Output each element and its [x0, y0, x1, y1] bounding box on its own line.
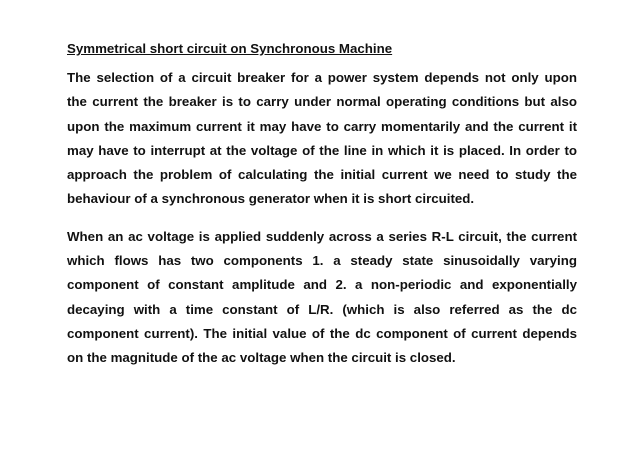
paragraph-line: approach the problem of calculating the initial current we need to study the	[67, 167, 577, 183]
paragraph-line: component current). The initial value of the dc component of current depends	[67, 325, 577, 341]
paragraph-line: decaying with a time constant of L/R. (which is also referred as the dc	[67, 301, 577, 317]
paragraph-line: The selection of a circuit breaker for a power system depends not only upon	[67, 70, 577, 85]
paragraph-circuit-breaker-selection	[67, 66, 577, 212]
paragraph-line: which flows has two components 1. a steady state sinusoidally varying	[67, 253, 577, 269]
paragraph-line: When an ac voltage is applied suddenly across a series R-L circuit, the current	[67, 228, 577, 244]
paragraph-line: component of constant amplitude and 2. a non-periodic and exponentially	[67, 277, 577, 293]
paragraph-line: may have to interrupt at the voltage of the line in which it is placed. In order to	[67, 142, 577, 158]
paragraph-line: the current the breaker is to carry under normal operating conditions but also	[67, 94, 577, 110]
paragraph-line: upon the maximum current it may have to carry momentarily and the current it	[67, 118, 577, 134]
paragraph-spacer	[67, 212, 577, 225]
document-title: Symmetrical short circuit on Synchronous Machine	[67, 41, 393, 56]
paragraph-rl-circuit	[67, 225, 577, 371]
paragraph-line: on the magnitude of the ac voltage when the circuit is closed.	[67, 350, 456, 366]
paragraph-line: behaviour of a synchronous generator when it is short circuited.	[67, 191, 475, 207]
document-page	[67, 40, 577, 371]
